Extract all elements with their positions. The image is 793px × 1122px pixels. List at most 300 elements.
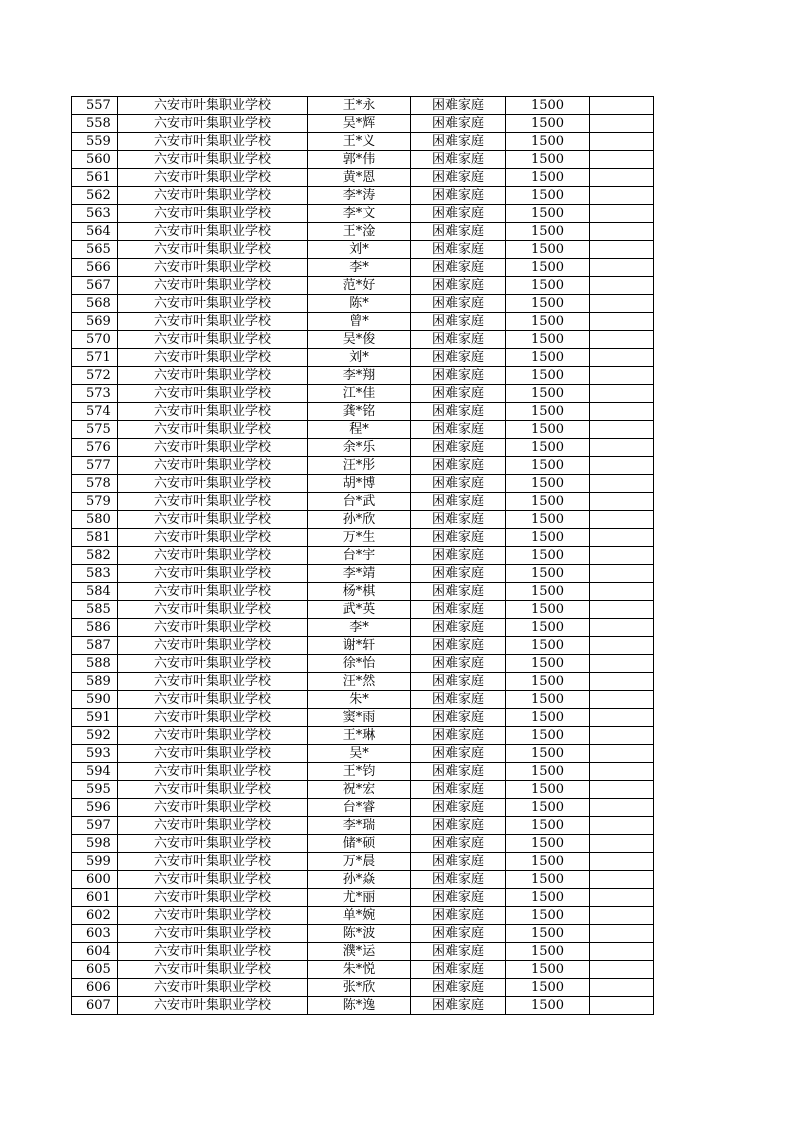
- school-cell: 六安市叶集职业学校: [118, 565, 308, 583]
- row-number-cell: 574: [72, 403, 118, 421]
- aid-type-cell: 困难家庭: [411, 187, 506, 205]
- amount-cell: 1500: [506, 745, 590, 763]
- amount-cell: 1500: [506, 439, 590, 457]
- amount-cell: 1500: [506, 637, 590, 655]
- school-cell: 六安市叶集职业学校: [118, 619, 308, 637]
- student-name-cell: 祝*宏: [308, 781, 411, 799]
- table-row: [72, 313, 654, 331]
- table-row: [72, 907, 654, 925]
- student-name-cell: 张*欣: [308, 979, 411, 997]
- school-cell: 六安市叶集职业学校: [118, 871, 308, 889]
- student-name-cell: 王*淦: [308, 223, 411, 241]
- row-number-cell: 583: [72, 565, 118, 583]
- row-number-cell: 578: [72, 475, 118, 493]
- remark-cell: [590, 313, 654, 331]
- remark-cell: [590, 799, 654, 817]
- student-name-cell: 储*硕: [308, 835, 411, 853]
- student-name-cell: 李*: [308, 619, 411, 637]
- table-row: [72, 763, 654, 781]
- school-cell: 六安市叶集职业学校: [118, 169, 308, 187]
- row-number-cell: 604: [72, 943, 118, 961]
- remark-cell: [590, 853, 654, 871]
- table-row: [72, 673, 654, 691]
- row-number-cell: 563: [72, 205, 118, 223]
- remark-cell: [590, 511, 654, 529]
- amount-cell: 1500: [506, 457, 590, 475]
- table-row: [72, 583, 654, 601]
- aid-type-cell: 困难家庭: [411, 853, 506, 871]
- row-number-cell: 607: [72, 997, 118, 1015]
- table-row: [72, 781, 654, 799]
- aid-type-cell: 困难家庭: [411, 565, 506, 583]
- row-number-cell: 564: [72, 223, 118, 241]
- table-row: [72, 115, 654, 133]
- student-name-cell: 台*宇: [308, 547, 411, 565]
- school-cell: 六安市叶集职业学校: [118, 115, 308, 133]
- remark-cell: [590, 925, 654, 943]
- row-number-cell: 562: [72, 187, 118, 205]
- amount-cell: 1500: [506, 511, 590, 529]
- student-name-cell: 万*生: [308, 529, 411, 547]
- school-cell: 六安市叶集职业学校: [118, 313, 308, 331]
- remark-cell: [590, 691, 654, 709]
- aid-type-cell: 困难家庭: [411, 475, 506, 493]
- school-cell: 六安市叶集职业学校: [118, 781, 308, 799]
- amount-cell: 1500: [506, 313, 590, 331]
- student-name-cell: 曾*: [308, 313, 411, 331]
- aid-type-cell: 困难家庭: [411, 709, 506, 727]
- aid-type-cell: 困难家庭: [411, 457, 506, 475]
- table-row: [72, 133, 654, 151]
- aid-type-cell: 困难家庭: [411, 97, 506, 115]
- table-row: [72, 601, 654, 619]
- student-name-cell: 尤*丽: [308, 889, 411, 907]
- amount-cell: 1500: [506, 331, 590, 349]
- aid-type-cell: 困难家庭: [411, 871, 506, 889]
- amount-cell: 1500: [506, 241, 590, 259]
- row-number-cell: 577: [72, 457, 118, 475]
- row-number-cell: 603: [72, 925, 118, 943]
- school-cell: 六安市叶集职业学校: [118, 223, 308, 241]
- aid-type-cell: 困难家庭: [411, 547, 506, 565]
- table-row: [72, 979, 654, 997]
- school-cell: 六安市叶集职业学校: [118, 241, 308, 259]
- table-row: [72, 889, 654, 907]
- student-name-cell: 陈*: [308, 295, 411, 313]
- table-row: [72, 205, 654, 223]
- amount-cell: 1500: [506, 691, 590, 709]
- remark-cell: [590, 889, 654, 907]
- row-number-cell: 601: [72, 889, 118, 907]
- row-number-cell: 593: [72, 745, 118, 763]
- row-number-cell: 582: [72, 547, 118, 565]
- school-cell: 六安市叶集职业学校: [118, 709, 308, 727]
- aid-type-cell: 困难家庭: [411, 583, 506, 601]
- school-cell: 六安市叶集职业学校: [118, 493, 308, 511]
- school-cell: 六安市叶集职业学校: [118, 475, 308, 493]
- remark-cell: [590, 367, 654, 385]
- row-number-cell: 569: [72, 313, 118, 331]
- aid-type-cell: 困难家庭: [411, 367, 506, 385]
- school-cell: 六安市叶集职业学校: [118, 763, 308, 781]
- remark-cell: [590, 709, 654, 727]
- student-name-cell: 汪*彤: [308, 457, 411, 475]
- table-row: [72, 421, 654, 439]
- row-number-cell: 590: [72, 691, 118, 709]
- student-name-cell: 徐*怡: [308, 655, 411, 673]
- table-body: [72, 97, 654, 1015]
- row-number-cell: 559: [72, 133, 118, 151]
- amount-cell: 1500: [506, 583, 590, 601]
- row-number-cell: 571: [72, 349, 118, 367]
- school-cell: 六安市叶集职业学校: [118, 655, 308, 673]
- remark-cell: [590, 673, 654, 691]
- table-row: [72, 241, 654, 259]
- remark-cell: [590, 349, 654, 367]
- school-cell: 六安市叶集职业学校: [118, 151, 308, 169]
- school-cell: 六安市叶集职业学校: [118, 385, 308, 403]
- row-number-cell: 561: [72, 169, 118, 187]
- remark-cell: [590, 241, 654, 259]
- school-cell: 六安市叶集职业学校: [118, 925, 308, 943]
- student-name-cell: 李*: [308, 259, 411, 277]
- table-row: [72, 295, 654, 313]
- student-name-cell: 李*文: [308, 205, 411, 223]
- aid-type-cell: 困难家庭: [411, 511, 506, 529]
- aid-type-cell: 困难家庭: [411, 907, 506, 925]
- remark-cell: [590, 205, 654, 223]
- amount-cell: 1500: [506, 385, 590, 403]
- table-row: [72, 691, 654, 709]
- amount-cell: 1500: [506, 655, 590, 673]
- row-number-cell: 575: [72, 421, 118, 439]
- remark-cell: [590, 151, 654, 169]
- table-row: [72, 637, 654, 655]
- amount-cell: 1500: [506, 889, 590, 907]
- school-cell: 六安市叶集职业学校: [118, 727, 308, 745]
- aid-type-cell: 困难家庭: [411, 151, 506, 169]
- remark-cell: [590, 385, 654, 403]
- aid-type-cell: 困难家庭: [411, 691, 506, 709]
- row-number-cell: 606: [72, 979, 118, 997]
- row-number-cell: 598: [72, 835, 118, 853]
- student-name-cell: 单*婉: [308, 907, 411, 925]
- row-number-cell: 585: [72, 601, 118, 619]
- remark-cell: [590, 961, 654, 979]
- table-row: [72, 367, 654, 385]
- amount-cell: 1500: [506, 835, 590, 853]
- amount-cell: 1500: [506, 997, 590, 1015]
- row-number-cell: 595: [72, 781, 118, 799]
- remark-cell: [590, 763, 654, 781]
- table-row: [72, 331, 654, 349]
- school-cell: 六安市叶集职业学校: [118, 673, 308, 691]
- table-row: [72, 835, 654, 853]
- row-number-cell: 584: [72, 583, 118, 601]
- school-cell: 六安市叶集职业学校: [118, 601, 308, 619]
- table-row: [72, 97, 654, 115]
- row-number-cell: 597: [72, 817, 118, 835]
- table-row: [72, 619, 654, 637]
- school-cell: 六安市叶集职业学校: [118, 691, 308, 709]
- remark-cell: [590, 745, 654, 763]
- school-cell: 六安市叶集职业学校: [118, 745, 308, 763]
- school-cell: 六安市叶集职业学校: [118, 295, 308, 313]
- student-name-cell: 孙*欣: [308, 511, 411, 529]
- student-name-cell: 刘*: [308, 349, 411, 367]
- school-cell: 六安市叶集职业学校: [118, 547, 308, 565]
- student-name-cell: 李*涛: [308, 187, 411, 205]
- aid-type-cell: 困难家庭: [411, 115, 506, 133]
- school-cell: 六安市叶集职业学校: [118, 889, 308, 907]
- table-row: [72, 727, 654, 745]
- aid-type-cell: 困难家庭: [411, 997, 506, 1015]
- aid-type-cell: 困难家庭: [411, 169, 506, 187]
- row-number-cell: 588: [72, 655, 118, 673]
- amount-cell: 1500: [506, 943, 590, 961]
- student-name-cell: 朱*: [308, 691, 411, 709]
- table-row: [72, 277, 654, 295]
- school-cell: 六安市叶集职业学校: [118, 277, 308, 295]
- remark-cell: [590, 115, 654, 133]
- aid-type-cell: 困难家庭: [411, 241, 506, 259]
- school-cell: 六安市叶集职业学校: [118, 961, 308, 979]
- school-cell: 六安市叶集职业学校: [118, 331, 308, 349]
- amount-cell: 1500: [506, 403, 590, 421]
- table-row: [72, 529, 654, 547]
- row-number-cell: 594: [72, 763, 118, 781]
- remark-cell: [590, 403, 654, 421]
- row-number-cell: 605: [72, 961, 118, 979]
- amount-cell: 1500: [506, 151, 590, 169]
- amount-cell: 1500: [506, 493, 590, 511]
- remark-cell: [590, 475, 654, 493]
- table-row: [72, 259, 654, 277]
- row-number-cell: 560: [72, 151, 118, 169]
- row-number-cell: 589: [72, 673, 118, 691]
- aid-type-cell: 困难家庭: [411, 331, 506, 349]
- amount-cell: 1500: [506, 871, 590, 889]
- remark-cell: [590, 187, 654, 205]
- school-cell: 六安市叶集职业学校: [118, 439, 308, 457]
- student-name-cell: 余*乐: [308, 439, 411, 457]
- row-number-cell: 573: [72, 385, 118, 403]
- amount-cell: 1500: [506, 529, 590, 547]
- remark-cell: [590, 169, 654, 187]
- amount-cell: 1500: [506, 115, 590, 133]
- student-name-cell: 陈*逸: [308, 997, 411, 1015]
- row-number-cell: 591: [72, 709, 118, 727]
- row-number-cell: 566: [72, 259, 118, 277]
- table-row: [72, 493, 654, 511]
- table-row: [72, 187, 654, 205]
- student-name-cell: 吴*: [308, 745, 411, 763]
- student-name-cell: 龚*铭: [308, 403, 411, 421]
- table-row: [72, 745, 654, 763]
- amount-cell: 1500: [506, 727, 590, 745]
- row-number-cell: 576: [72, 439, 118, 457]
- remark-cell: [590, 331, 654, 349]
- amount-cell: 1500: [506, 979, 590, 997]
- table-row: [72, 565, 654, 583]
- table-row: [72, 385, 654, 403]
- amount-cell: 1500: [506, 421, 590, 439]
- student-name-cell: 王*琳: [308, 727, 411, 745]
- remark-cell: [590, 421, 654, 439]
- school-cell: 六安市叶集职业学校: [118, 421, 308, 439]
- row-number-cell: 572: [72, 367, 118, 385]
- student-aid-table: [71, 96, 654, 1015]
- aid-type-cell: 困难家庭: [411, 223, 506, 241]
- school-cell: 六安市叶集职业学校: [118, 511, 308, 529]
- student-name-cell: 谢*轩: [308, 637, 411, 655]
- student-name-cell: 王*义: [308, 133, 411, 151]
- aid-type-cell: 困难家庭: [411, 925, 506, 943]
- school-cell: 六安市叶集职业学校: [118, 403, 308, 421]
- amount-cell: 1500: [506, 547, 590, 565]
- aid-type-cell: 困难家庭: [411, 529, 506, 547]
- table-row: [72, 349, 654, 367]
- row-number-cell: 558: [72, 115, 118, 133]
- student-name-cell: 台*睿: [308, 799, 411, 817]
- aid-type-cell: 困难家庭: [411, 889, 506, 907]
- row-number-cell: 596: [72, 799, 118, 817]
- student-name-cell: 吴*辉: [308, 115, 411, 133]
- table-row: [72, 511, 654, 529]
- aid-type-cell: 困难家庭: [411, 421, 506, 439]
- row-number-cell: 592: [72, 727, 118, 745]
- remark-cell: [590, 223, 654, 241]
- amount-cell: 1500: [506, 133, 590, 151]
- student-name-cell: 范*好: [308, 277, 411, 295]
- school-cell: 六安市叶集职业学校: [118, 835, 308, 853]
- amount-cell: 1500: [506, 349, 590, 367]
- school-cell: 六安市叶集职业学校: [118, 637, 308, 655]
- student-name-cell: 汪*然: [308, 673, 411, 691]
- school-cell: 六安市叶集职业学校: [118, 907, 308, 925]
- aid-type-cell: 困难家庭: [411, 259, 506, 277]
- amount-cell: 1500: [506, 781, 590, 799]
- aid-type-cell: 困难家庭: [411, 745, 506, 763]
- remark-cell: [590, 943, 654, 961]
- table-row: [72, 475, 654, 493]
- remark-cell: [590, 871, 654, 889]
- aid-type-cell: 困难家庭: [411, 781, 506, 799]
- student-name-cell: 江*佳: [308, 385, 411, 403]
- aid-type-cell: 困难家庭: [411, 799, 506, 817]
- row-number-cell: 587: [72, 637, 118, 655]
- student-name-cell: 吴*俊: [308, 331, 411, 349]
- student-name-cell: 王*钧: [308, 763, 411, 781]
- remark-cell: [590, 583, 654, 601]
- school-cell: 六安市叶集职业学校: [118, 529, 308, 547]
- student-name-cell: 刘*: [308, 241, 411, 259]
- remark-cell: [590, 529, 654, 547]
- student-name-cell: 窦*雨: [308, 709, 411, 727]
- table-row: [72, 943, 654, 961]
- table-row: [72, 925, 654, 943]
- student-name-cell: 胡*博: [308, 475, 411, 493]
- amount-cell: 1500: [506, 673, 590, 691]
- aid-type-cell: 困难家庭: [411, 349, 506, 367]
- table-row: [72, 457, 654, 475]
- remark-cell: [590, 133, 654, 151]
- school-cell: 六安市叶集职业学校: [118, 943, 308, 961]
- remark-cell: [590, 97, 654, 115]
- table-row: [72, 961, 654, 979]
- school-cell: 六安市叶集职业学校: [118, 367, 308, 385]
- row-number-cell: 557: [72, 97, 118, 115]
- remark-cell: [590, 727, 654, 745]
- amount-cell: 1500: [506, 295, 590, 313]
- amount-cell: 1500: [506, 763, 590, 781]
- remark-cell: [590, 277, 654, 295]
- student-name-cell: 朱*悦: [308, 961, 411, 979]
- row-number-cell: 568: [72, 295, 118, 313]
- aid-type-cell: 困难家庭: [411, 493, 506, 511]
- remark-cell: [590, 997, 654, 1015]
- student-name-cell: 程*: [308, 421, 411, 439]
- aid-type-cell: 困难家庭: [411, 637, 506, 655]
- amount-cell: 1500: [506, 169, 590, 187]
- table-row: [72, 655, 654, 673]
- row-number-cell: 580: [72, 511, 118, 529]
- school-cell: 六安市叶集职业学校: [118, 853, 308, 871]
- aid-type-cell: 困难家庭: [411, 763, 506, 781]
- remark-cell: [590, 835, 654, 853]
- aid-type-cell: 困难家庭: [411, 961, 506, 979]
- remark-cell: [590, 295, 654, 313]
- row-number-cell: 600: [72, 871, 118, 889]
- amount-cell: 1500: [506, 259, 590, 277]
- row-number-cell: 599: [72, 853, 118, 871]
- school-cell: 六安市叶集职业学校: [118, 187, 308, 205]
- table-row: [72, 403, 654, 421]
- table-row: [72, 997, 654, 1015]
- amount-cell: 1500: [506, 475, 590, 493]
- remark-cell: [590, 439, 654, 457]
- row-number-cell: 579: [72, 493, 118, 511]
- student-name-cell: 杨*棋: [308, 583, 411, 601]
- table-row: [72, 223, 654, 241]
- remark-cell: [590, 259, 654, 277]
- table-row: [72, 169, 654, 187]
- aid-type-cell: 困难家庭: [411, 835, 506, 853]
- school-cell: 六安市叶集职业学校: [118, 457, 308, 475]
- remark-cell: [590, 565, 654, 583]
- remark-cell: [590, 601, 654, 619]
- school-cell: 六安市叶集职业学校: [118, 799, 308, 817]
- student-name-cell: 台*武: [308, 493, 411, 511]
- table-row: [72, 151, 654, 169]
- amount-cell: 1500: [506, 619, 590, 637]
- school-cell: 六安市叶集职业学校: [118, 979, 308, 997]
- aid-type-cell: 困难家庭: [411, 655, 506, 673]
- row-number-cell: 567: [72, 277, 118, 295]
- amount-cell: 1500: [506, 709, 590, 727]
- student-name-cell: 李*靖: [308, 565, 411, 583]
- table-row: [72, 817, 654, 835]
- row-number-cell: 602: [72, 907, 118, 925]
- aid-type-cell: 困难家庭: [411, 277, 506, 295]
- student-name-cell: 万*晨: [308, 853, 411, 871]
- row-number-cell: 586: [72, 619, 118, 637]
- amount-cell: 1500: [506, 925, 590, 943]
- aid-type-cell: 困难家庭: [411, 133, 506, 151]
- aid-type-cell: 困难家庭: [411, 817, 506, 835]
- remark-cell: [590, 457, 654, 475]
- table-row: [72, 439, 654, 457]
